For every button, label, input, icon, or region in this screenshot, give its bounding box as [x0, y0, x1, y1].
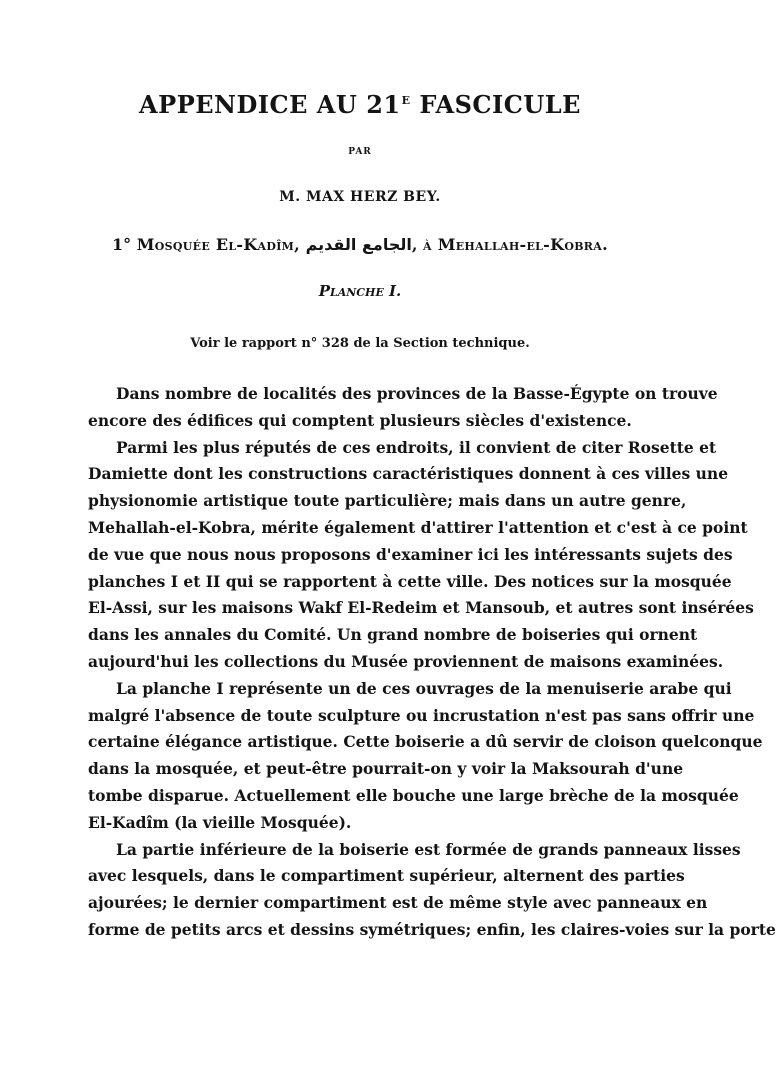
page-title: [0, 90, 720, 119]
byline-par: PAR: [348, 147, 372, 157]
section-name-suffix: , à Mehallah-el-Kobra.: [411, 235, 608, 254]
text-line: forme de petits arcs et dessins symétriques; enfin, les claires-voies sur la porte: [88, 919, 776, 939]
report-note: Voir le rapport n° 328 de la Section technique.: [190, 336, 530, 351]
text-line: El-Assi, sur les maisons Wakf El-Redeim et Mansoub, et autres sont insérées: [88, 598, 754, 618]
text-line: dans les annales du Comité. Un grand nombre de boiseries qui ornent: [88, 625, 698, 645]
section-number: 1°: [112, 235, 132, 254]
section-arabic-name: الجامع القديم: [305, 235, 412, 254]
text-line: avec lesquels, dans le compartiment supérieur, alternent des parties: [88, 866, 685, 886]
section-name-prefix: Mosquée El-Kadîm,: [136, 235, 301, 254]
title-main: APPENDICE AU 21: [139, 90, 401, 119]
paragraph: [88, 435, 754, 676]
paragraph: [88, 381, 718, 435]
text-line: ajourées; le dernier compartiment est de même style avec panneaux en: [88, 893, 708, 913]
text-line: planches I et II qui se rapportent à cette ville. Des notices sur la mosquée: [88, 571, 732, 591]
text-line: Dans nombre de localités des provinces de la Basse-Égypte on trouve: [116, 384, 718, 403]
paragraph: [88, 676, 763, 837]
paragraph: [88, 837, 776, 944]
text-line: physionomie artistique toute particulière; mais dans un autre genre,: [88, 491, 687, 511]
text-line: Damiette dont les constructions caractéristiques donnent à ces villes une: [88, 464, 729, 484]
title-end: FASCICULE: [410, 90, 581, 119]
text-line: La partie inférieure de la boiserie est formée de grands panneaux lisses: [116, 839, 741, 859]
text-line: El-Kadîm (la vieille Mosquée).: [88, 812, 352, 832]
text-line: La planche I représente un de ces ouvrages de la menuiserie arabe qui: [116, 678, 732, 698]
body-text: [88, 381, 776, 944]
text-line: Parmi les plus réputés de ces endroits, il convient de citer Rosette et: [116, 437, 717, 457]
title-superscript: E: [401, 94, 411, 107]
text-line: malgré l'absence de toute sculpture ou incrustation n'est pas sans offrir une: [88, 705, 755, 725]
text-line: dans la mosquée, et peut-être pourrait-on y voir la Maksourah d'une: [88, 759, 684, 779]
text-line: Mehallah-el-Kobra, mérite également d'attirer l'attention et c'est à ce point: [88, 517, 748, 537]
text-line: tombe disparue. Actuellement elle bouche une large brèche de la mosquée: [88, 785, 739, 805]
text-line: encore des édifices qui comptent plusieurs siècles d'existence.: [88, 410, 632, 430]
plate-reference: Planche I.: [318, 282, 402, 300]
text-line: de vue que nous nous proposons d'examiner ici les intéressants sujets des: [88, 544, 733, 564]
text-line: aujourd'hui les collections du Musée proviennent de maisons examinées.: [88, 651, 724, 671]
text-line: certaine élégance artistique. Cette boiserie a dû servir de cloison quelconque: [88, 732, 763, 752]
author-name: M. MAX HERZ BEY.: [279, 189, 441, 205]
section-heading: [0, 235, 720, 254]
